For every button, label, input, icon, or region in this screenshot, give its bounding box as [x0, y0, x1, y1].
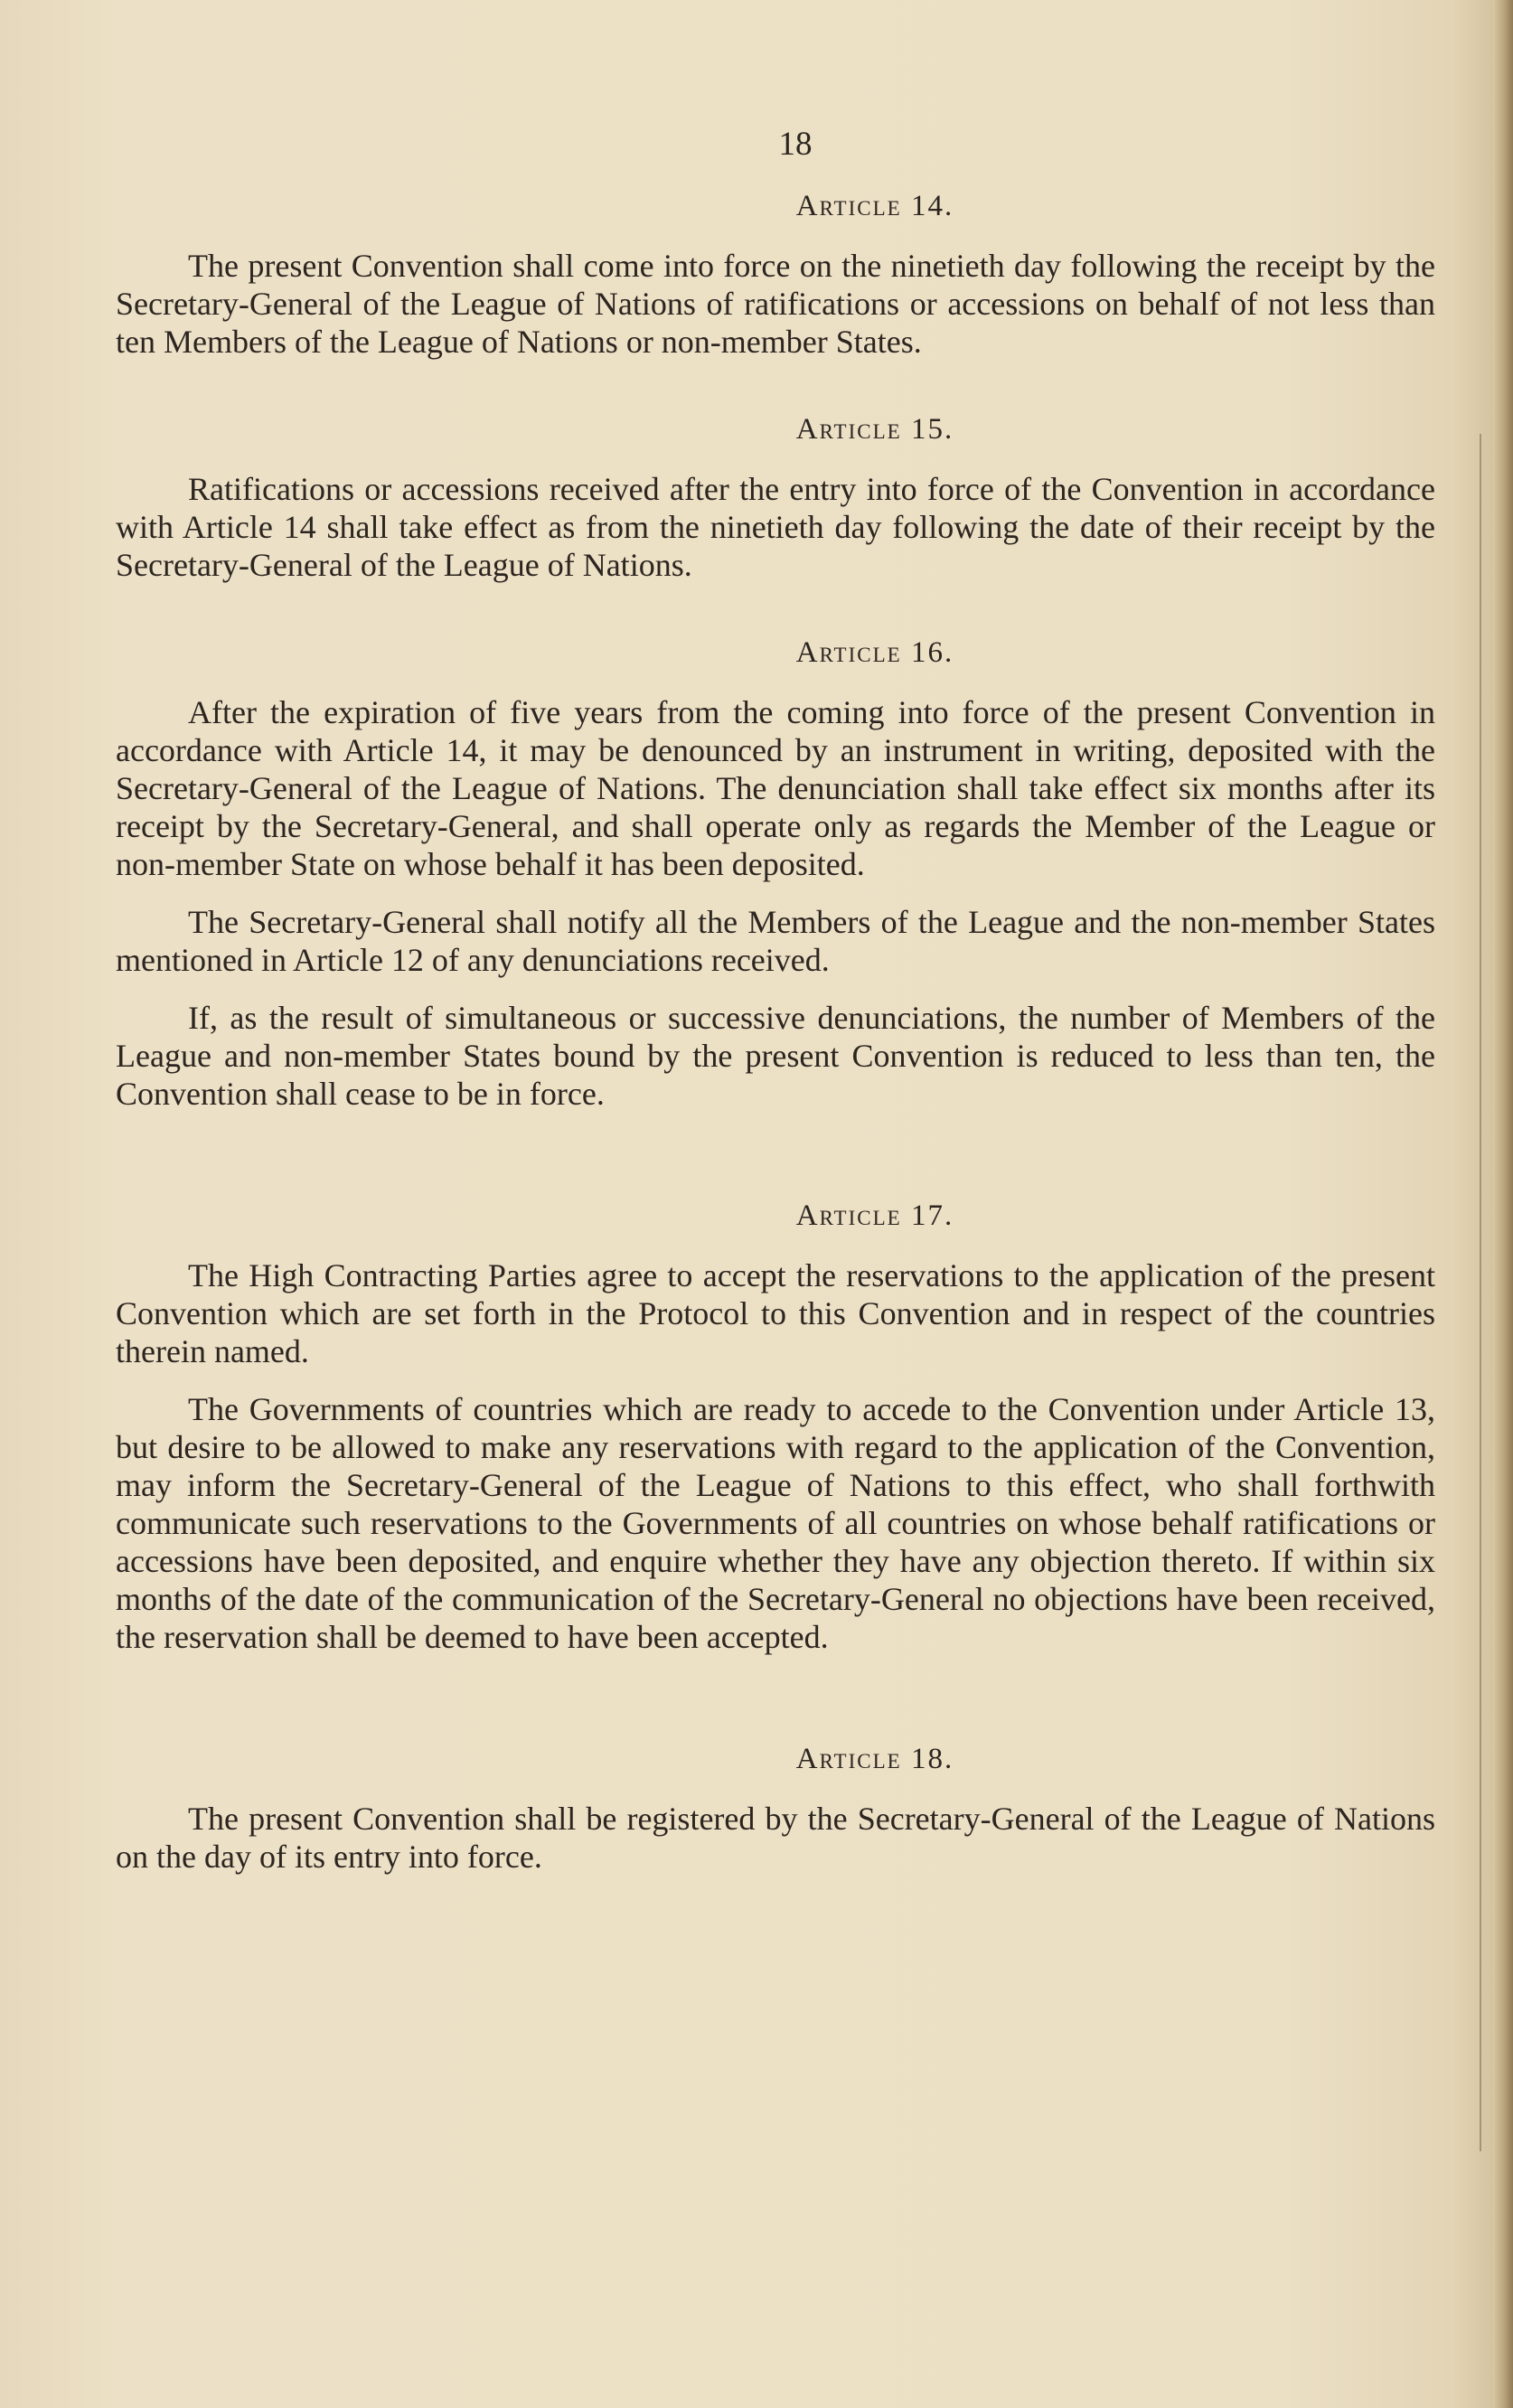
article-paragraph: The High Contracting Parties agree to accept the reservations to the application of the present Convention which are set forth in the Protocol to this Convention and in respect of the countries therein named. — [116, 1257, 1435, 1369]
article-heading: Article 18. — [795, 1743, 954, 1775]
article-14 — [116, 190, 1435, 361]
article-paragraph: The Governments of countries which are ready to accede to the Convention under Article 13, but desire to be allowed to make any reservations with regard to the application of the Convention, may inform the Secretary-General of the League of Nations to this effect, who shall forthwith communicate such reservations to the Governments of all countries on whose behalf ratifications or accessions have been deposited, and enquire whether they have any objection thereto. If within six months of the date of the communication of the Secretary-General no objections have been received, the reservation shall be deemed to have been accepted. — [116, 1391, 1435, 1655]
document-body — [116, 190, 1435, 1895]
article-16 — [116, 636, 1435, 1113]
article-heading: Article 17. — [795, 1199, 954, 1232]
page-fold-line — [1480, 434, 1481, 2151]
article-heading: Article 14. — [795, 190, 954, 222]
article-paragraph: After the expiration of five years from the coming into force of the present Convention in accordance with Article 14, it may be denounced by an instrument in writing, deposited with the Secretary-General of the League of Nations. The denunciation shall take effect six months after its receipt by the Secretary-General, and shall operate only as regards the Member of the League or non-member State on whose behalf it has been deposited. — [116, 694, 1435, 882]
article-heading: Article 15. — [795, 413, 954, 446]
article-17 — [116, 1199, 1435, 1656]
page-number: 18 — [778, 126, 813, 163]
article-15 — [116, 413, 1435, 584]
article-paragraph: The present Convention shall be registered by the Secretary-General of the League of Nations on the day of its entry into force. — [116, 1801, 1435, 1875]
article-heading: Article 16. — [795, 636, 954, 669]
article-paragraph: The present Convention shall come into force on the ninetieth day following the receipt by the Secretary-General of the League of Nations of ratifications or accessions on behalf of not less than ten Members of the League of Nations or non-member States. — [116, 248, 1435, 360]
article-paragraph: The Secretary-General shall notify all the Members of the League and the non-member States mentioned in Article 12 of any denunciations received. — [116, 904, 1435, 978]
page-binding-edge — [1493, 0, 1513, 2408]
article-paragraph: Ratifications or accessions received after the entry into force of the Convention in accordance with Article 14 shall take effect as from the ninetieth day following the date of their receipt by the Secretary-General of the League of Nations. — [116, 471, 1435, 583]
article-paragraph: If, as the result of simultaneous or successive denunciations, the number of Members of the League and non-member States bound by the present Convention is reduced to less than ten, the Convention shall cease to be in force. — [116, 1000, 1435, 1112]
article-18 — [116, 1743, 1435, 1876]
